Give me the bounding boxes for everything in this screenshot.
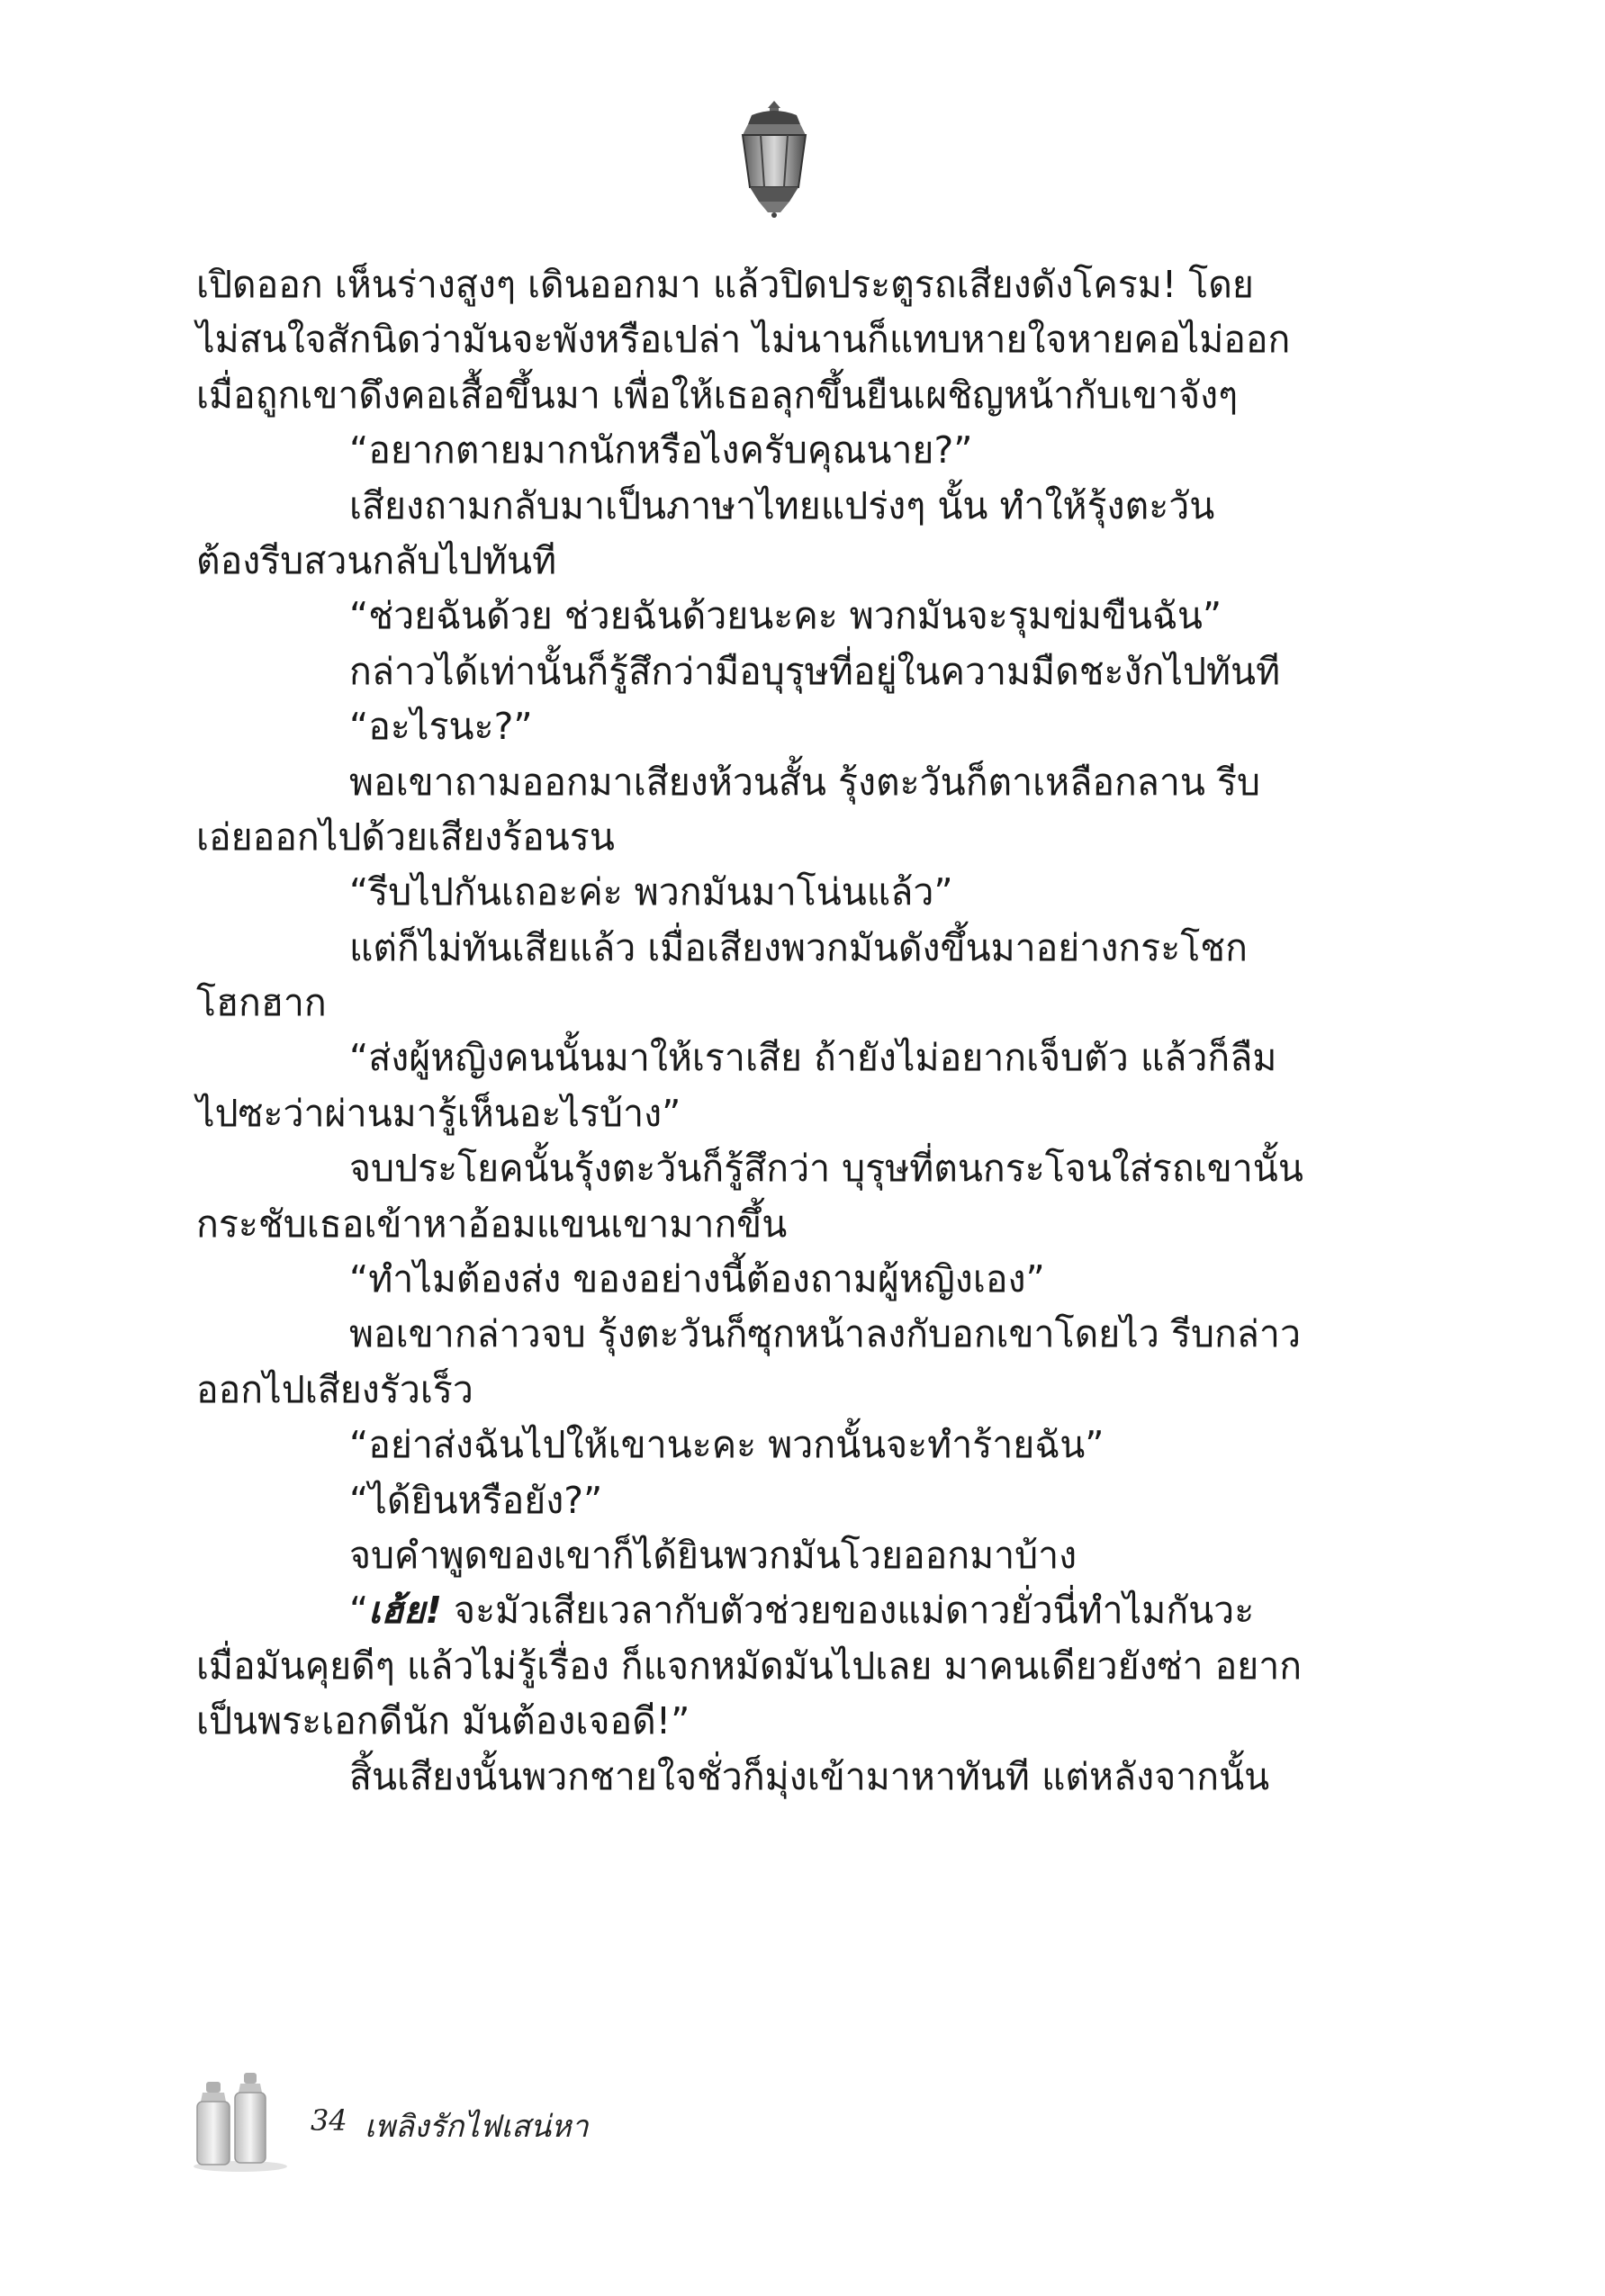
page-number: 34 xyxy=(311,2103,347,2138)
book-title: เพลิงรักไฟเสน่หา xyxy=(365,2109,589,2145)
exclamation-emphasis: เฮ้ย! xyxy=(368,1589,443,1633)
text-line: เอ่ยออกไปด้วยเสียงร้อนรน xyxy=(196,815,615,859)
text-line: สิ้นเสียงนั้นพวกชายใจชั่วก็มุ่งเข้ามาหาทันที แต่หลังจากนั้น xyxy=(349,1754,1270,1798)
text-line xyxy=(196,1583,1330,1638)
text-line: กระชับเธอเข้าหาอ้อมแขนเขามากขึ้น xyxy=(196,1202,788,1246)
text-line: ไปซะว่าผ่านมารู้เห็นอะไรบ้าง” xyxy=(196,1091,681,1135)
text-line: “รีบไปกันเถอะค่ะ พวกมันมาโน่นแล้ว” xyxy=(349,870,953,914)
text-line: “ส่งผู้หญิงคนนั้นมาให้เราเสีย ถ้ายังไม่อยากเจ็บตัว แล้วก็ลืม xyxy=(349,1036,1277,1080)
text-line: แต่ก็ไม่ทันเสียแล้ว เมื่อเสียงพวกมันดังขึ้นมาอย่างกระโชก xyxy=(349,925,1248,969)
text-line: จบประโยคนั้นรุ้งตะวันก็รู้สึกว่า บุรุษที่ตนกระโจนใส่รถเขานั้น xyxy=(349,1147,1303,1191)
text-line: “ได้ยินหรือยัง?” xyxy=(349,1478,603,1522)
text-line: “ช่วยฉันด้วย ช่วยฉันด้วยนะคะ พวกมันจะรุมข่มขืนฉัน” xyxy=(349,594,1222,638)
open-quote: “ xyxy=(349,1589,369,1633)
text-line: พอเขาถามออกมาเสียงห้วนสั้น รุ้งตะวันก็ตาเหลือกลาน รีบ xyxy=(349,760,1261,804)
text-line: เมื่อมันคุยดีๆ แล้วไม่รู้เรื่อง ก็แจกหมัดมันไปเลย มาคนเดียวยังซ่า อยาก xyxy=(196,1643,1303,1688)
text-segment: จะมัวเสียเวลากับตัวช่วยของแม่ดาวยั่วนี่ทำไมกันวะ xyxy=(442,1589,1255,1633)
text-line: “อยากตายมากนักหรือไงครับคุณนาย?” xyxy=(349,428,973,473)
text-line: กล่าวได้เท่านั้นก็รู้สึกว่ามือบุรุษที่อยู่ในความมืดชะงักไปทันที xyxy=(349,649,1281,693)
text-line: “อะไรนะ?” xyxy=(349,705,533,749)
text-line: ต้องรีบสวนกลับไปทันที xyxy=(196,538,557,582)
text-line: เมื่อถูกเขาดึงคอเสื้อขึ้นมา เพื่อให้เธอลุกขึ้นยืนเผชิญหน้ากับเขาจังๆ xyxy=(196,373,1239,417)
text-line: “อย่าส่งฉันไปให้เขานะคะ พวกนั้นจะทำร้ายฉัน” xyxy=(349,1423,1105,1467)
text-line: เป็นพระเอกดีนัก มันต้องเจอดี!” xyxy=(196,1699,690,1743)
lantern-icon xyxy=(734,97,815,219)
page-footer xyxy=(185,2066,725,2174)
text-line: พอเขากล่าวจบ รุ้งตะวันก็ซุกหน้าลงกับอกเขาโดยไว รีบกล่าว xyxy=(349,1312,1301,1356)
text-line: จบคำพูดของเขาก็ได้ยินพวกมันโวยออกมาบ้าง xyxy=(349,1533,1078,1577)
text-line: “ทำไมต้องส่ง ของอย่างนี้ต้องถามผู้หญิงเอง” xyxy=(349,1257,1045,1301)
text-line: เปิดออก เห็นร่างสูงๆ เดินออกมา แล้วปิดประตูรถเสียงดังโครม! โดย xyxy=(196,263,1254,306)
baby-bottles-icon xyxy=(185,2066,302,2174)
text-line: ไม่สนใจสักนิดว่ามันจะพังหรือเปล่า ไม่นานก็แทบหายใจหายคอไม่ออก xyxy=(196,318,1291,362)
text-line: ออกไปเสียงรัวเร็ว xyxy=(196,1367,473,1411)
text-line: เสียงถามกลับมาเป็นภาษาไทยแปร่งๆ นั้น ทำให้รุ้งตะวัน xyxy=(349,483,1215,527)
text-line: โฮกฮาก xyxy=(196,981,327,1025)
body-text xyxy=(196,257,1330,1805)
